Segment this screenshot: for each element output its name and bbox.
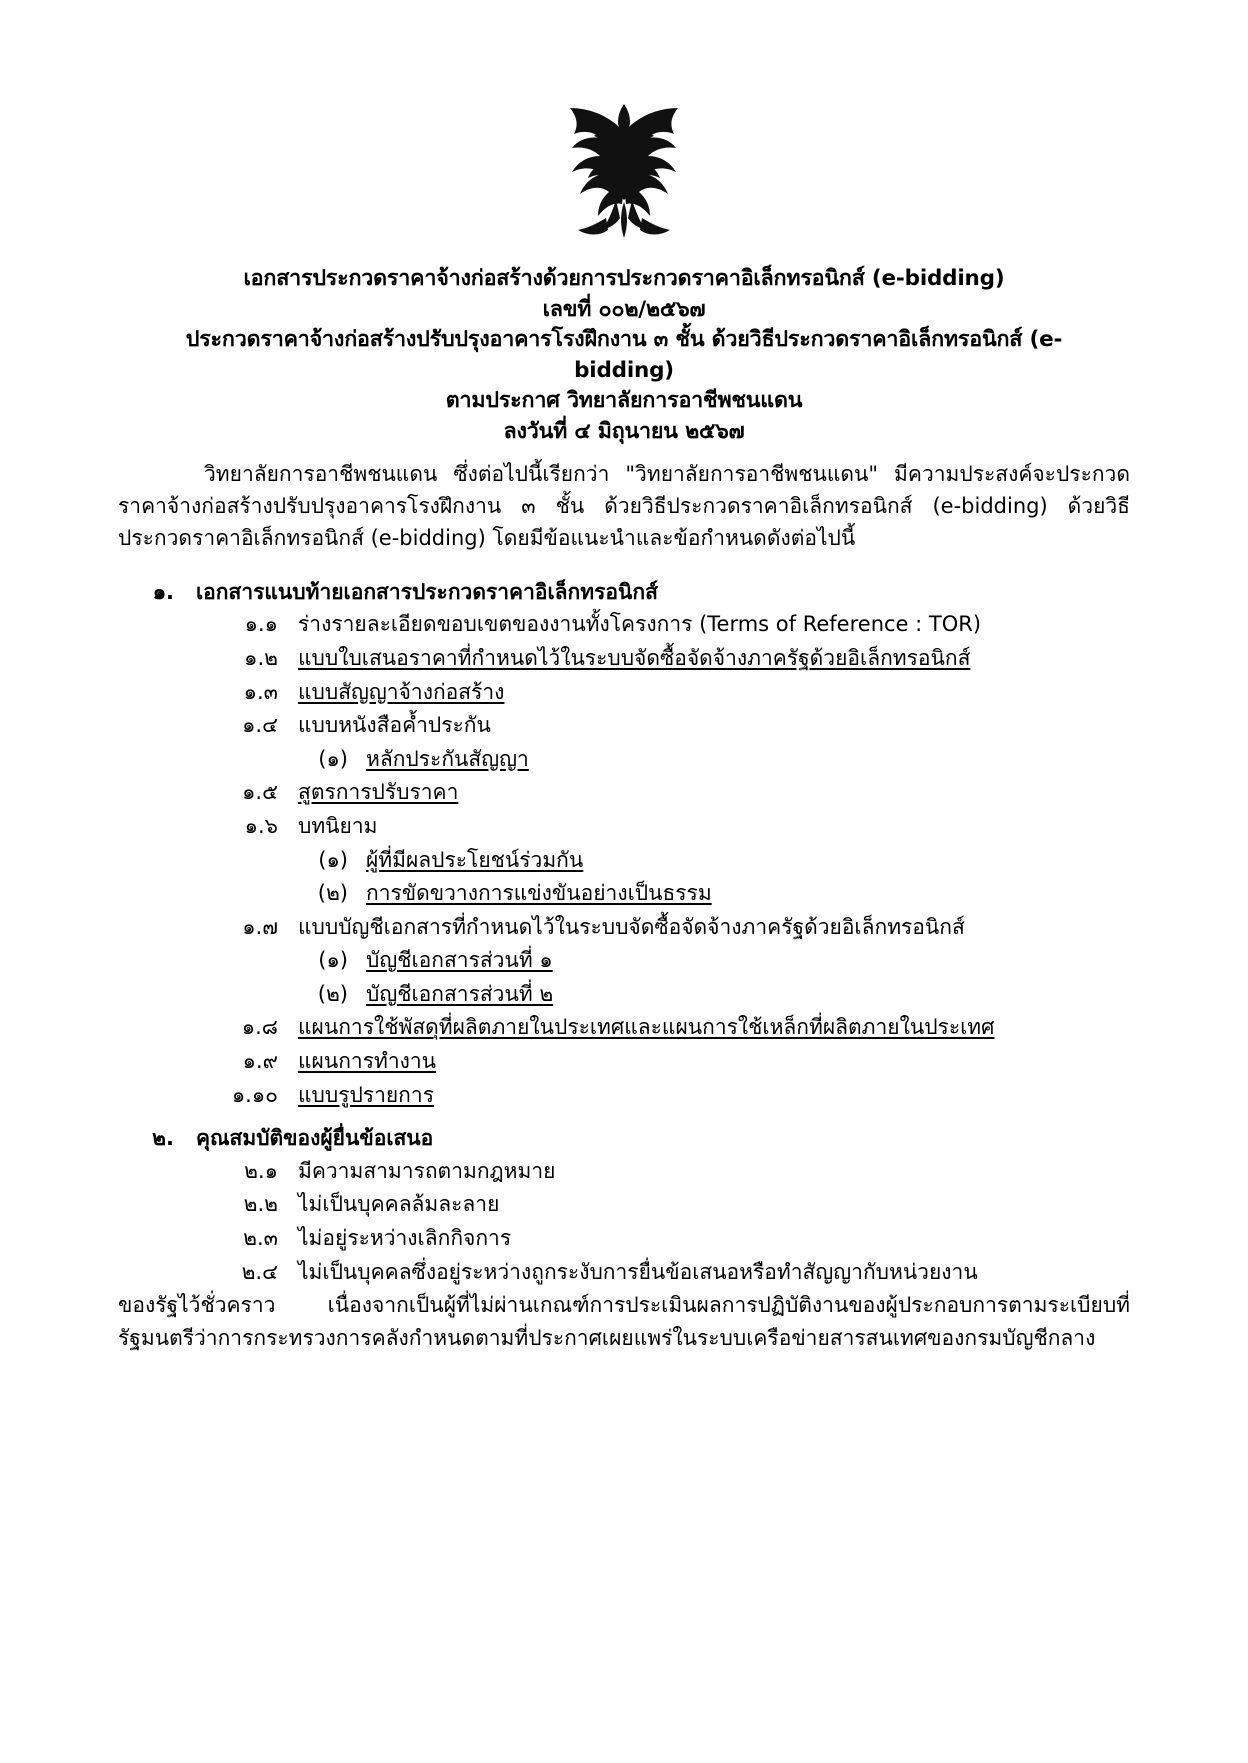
sub-list-item bbox=[118, 877, 1130, 911]
section-1 bbox=[118, 576, 1130, 1112]
sub-item-text[interactable]: การขัดขวางการแข่งขันอย่างเป็นธรรม bbox=[366, 881, 712, 906]
section-2-title: คุณสมบัติของผู้ยื่นข้อเสนอ bbox=[196, 1126, 434, 1151]
heading-line-3: ประกวดราคาจ้างก่อสร้างปรับปรุงอาคารโรงฝึกงาน ๓ ชั้น ด้วยวิธีประกวดราคาอิเล็กทรอนิกส์ (e- bbox=[185, 327, 1063, 353]
item-text: ไม่อยู่ระหว่างเลิกกิจการ bbox=[298, 1226, 512, 1250]
section-2-number: ๒. bbox=[152, 1126, 174, 1151]
item-text[interactable]: แบบใบเสนอราคาที่กำหนดไว้ในระบบจัดซื้อจัดจ้างภาครัฐด้วยอิเล็กทรอนิกส์ bbox=[298, 645, 971, 670]
section-1-heading bbox=[118, 576, 1130, 609]
item-text[interactable]: แบบรูปรายการ bbox=[298, 1082, 434, 1107]
sub-item-number: (๒) bbox=[317, 981, 348, 1006]
item-number: ๒.๒ bbox=[243, 1192, 278, 1217]
intro-paragraph bbox=[118, 459, 1130, 555]
item-text: แบบบัญชีเอกสารที่กำหนดไว้ในระบบจัดซื้อจัดจ้างภาครัฐด้วยอิเล็กทรอนิกส์ bbox=[298, 914, 965, 939]
list-item bbox=[118, 911, 1130, 945]
heading-line-1: เอกสารประกวดราคาจ้างก่อสร้างด้วยการประกวดราคาอิเล็กทรอนิกส์ (e-bidding) bbox=[243, 266, 1005, 291]
heading-line-4: bidding) bbox=[574, 357, 674, 383]
list-item bbox=[118, 1045, 1130, 1079]
section-1-title: เอกสารแนบท้ายเอกสารประกวดราคาอิเล็กทรอนิกส์ bbox=[196, 579, 658, 604]
item-number: ๑.๒ bbox=[244, 645, 278, 670]
section-1-number: ๑. bbox=[152, 579, 174, 604]
item-text: บทนิยาม bbox=[298, 813, 378, 838]
item-number: ๒.๓ bbox=[243, 1226, 278, 1250]
list-item bbox=[118, 776, 1130, 810]
document-heading bbox=[118, 264, 1130, 447]
heading-line-2: เลขที่ ๐๐๒/๒๕๖๗ bbox=[542, 296, 706, 322]
item-text: ไม่เป็นบุคคลซึ่งอยู่ระหว่างถูกระงับการยื่นข้อเสนอหรือทำสัญญากับหน่วยงาน bbox=[298, 1259, 978, 1284]
garuda-emblem bbox=[544, 96, 704, 246]
list-item bbox=[118, 810, 1130, 844]
sub-item-text[interactable]: ผู้ที่มีผลประโยชน์ร่วมกัน bbox=[366, 847, 584, 872]
list-item bbox=[118, 642, 1130, 676]
item-text[interactable]: แผนการใช้พัสดุที่ผลิตภายในประเทศและแผนการใช้เหล็กที่ผลิตภายในประเทศ bbox=[298, 1015, 995, 1040]
tail-paragraph: ของรัฐไว้ชั่วคราว เนื่องจากเป็นผู้ที่ไม่ผ่านเกณฑ์การประเมินผลการปฏิบัติงานของผู้ประกอบการตามระเบียบที่รัฐมนตรีว่าการกระทรวงการคลังกำหนดตามที่ประกาศเผยแพร่ในระบบเครือข่ายสารสนเทศของกรมบัญชีกลาง bbox=[118, 1293, 1130, 1350]
section-2-heading bbox=[118, 1122, 1130, 1155]
item-number: ๑.๖ bbox=[244, 813, 278, 838]
list-item bbox=[118, 1188, 1130, 1222]
heading-line-6: ลงวันที่ ๔ มิถุนายน ๒๕๖๗ bbox=[503, 418, 745, 444]
sub-list-item bbox=[118, 944, 1130, 978]
item-number: ๑.๑ bbox=[244, 612, 278, 637]
list-item bbox=[118, 709, 1130, 743]
sub-item-text[interactable]: บัญชีเอกสารส่วนที่ ๒ bbox=[366, 981, 554, 1006]
item-number: ๑.๙ bbox=[242, 1049, 278, 1074]
item-text: แบบหนังสือค้ำประกัน bbox=[298, 713, 491, 738]
sub-item-text[interactable]: บัญชีเอกสารส่วนที่ ๑ bbox=[366, 948, 553, 973]
list-item bbox=[118, 676, 1130, 710]
sub-item-number: (๑) bbox=[318, 948, 348, 973]
sub-list-item bbox=[118, 743, 1130, 777]
intro-text: วิทยาลัยการอาชีพชนแดน ซึ่งต่อไปนี้เรียกว่า "วิทยาลัยการอาชีพชนแดน" มีความประสงค์จะประกวดราคาจ้างก่อสร้างปรับปรุงอาคารโรงฝึกงาน ๓ ชั้น ด้วยวิธีประกวดราคาอิเล็กทรอนิกส์ (e-bidding) ด้วยวิธีประกวดราคาอิเล็กทรอนิกส์ (e-bidding) โดยมีข้อแนะนำและข้อกำหนดดังต่อไปนี้ bbox=[118, 462, 1130, 550]
item-number: ๑.๕ bbox=[242, 780, 278, 805]
list-item bbox=[118, 608, 1130, 642]
item-number: ๑.๗ bbox=[242, 914, 278, 939]
item-number: ๒.๑ bbox=[244, 1158, 278, 1183]
sub-item-number: (๑) bbox=[318, 746, 348, 771]
item-text: ร่างรายละเอียดขอบเขตของงานทั้งโครงการ (Terms of Reference : TOR) bbox=[298, 612, 982, 637]
sub-list-item bbox=[118, 844, 1130, 878]
item-text: ไม่เป็นบุคคลล้มละลาย bbox=[298, 1192, 500, 1217]
item-number: ๑.๑๐ bbox=[231, 1082, 278, 1107]
item-number: ๑.๓ bbox=[243, 679, 278, 704]
section-2 bbox=[118, 1122, 1130, 1289]
list-item bbox=[118, 1256, 1130, 1290]
sub-item-text[interactable]: หลักประกันสัญญา bbox=[366, 746, 529, 771]
item-text: มีความสามารถตามกฎหมาย bbox=[298, 1158, 556, 1183]
list-item bbox=[118, 1011, 1130, 1045]
sub-list-item bbox=[118, 978, 1130, 1012]
item-number: ๒.๔ bbox=[241, 1259, 278, 1284]
sub-item-number: (๒) bbox=[317, 881, 348, 906]
sub-item-number: (๑) bbox=[318, 847, 348, 872]
emblem-container bbox=[118, 96, 1130, 246]
list-item bbox=[118, 1222, 1130, 1256]
heading-line-5: ตามประกาศ วิทยาลัยการอาชีพชนแดน bbox=[445, 388, 803, 414]
item-number: ๑.๔ bbox=[242, 713, 278, 738]
item-number: ๑.๘ bbox=[241, 1015, 278, 1040]
item-text[interactable]: สูตรการปรับราคา bbox=[298, 780, 459, 805]
list-item bbox=[118, 1079, 1130, 1113]
item-text[interactable]: แผนการทำงาน bbox=[298, 1049, 437, 1074]
list-item bbox=[118, 1155, 1130, 1189]
item-text[interactable]: แบบสัญญาจ้างก่อสร้าง bbox=[298, 679, 505, 704]
